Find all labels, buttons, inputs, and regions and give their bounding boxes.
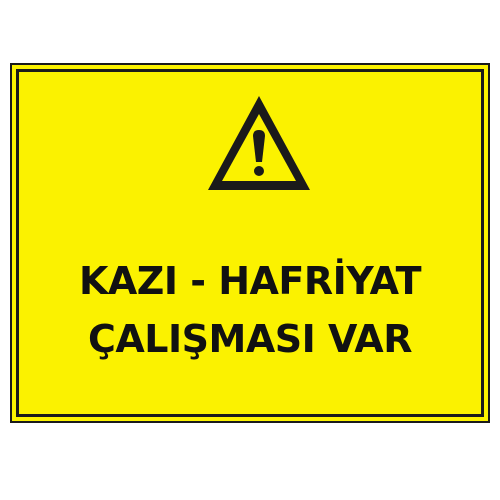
warning-triangle-icon <box>204 92 314 194</box>
sign-line-1: KAZI - HAFRİYAT <box>78 259 422 303</box>
warning-sign <box>10 63 490 423</box>
sign-line-2: ÇALIŞMASI VAR <box>88 317 412 361</box>
sign-inner-border <box>16 69 484 417</box>
sign-message <box>19 252 481 368</box>
